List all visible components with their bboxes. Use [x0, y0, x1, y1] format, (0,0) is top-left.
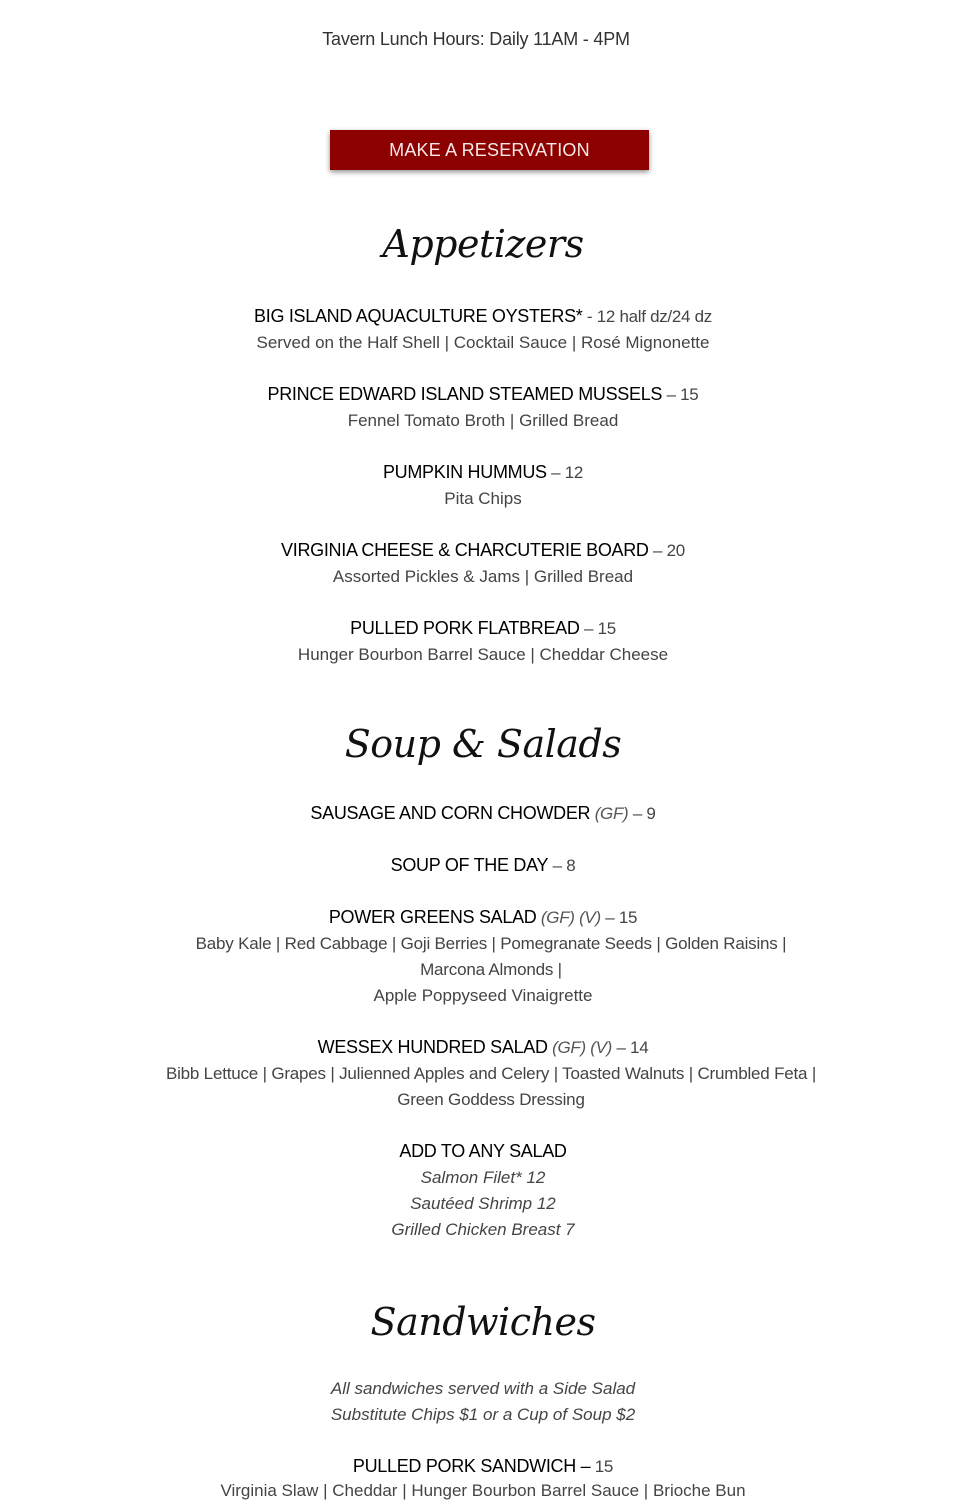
item-description: Assorted Pickles & Jams | Grilled Bread	[332, 567, 634, 586]
menu-item	[0, 540, 966, 561]
menu-item	[0, 1456, 966, 1477]
menu-item	[0, 384, 966, 405]
add-on-option: Grilled Chicken Breast 7	[391, 1220, 575, 1239]
item-price: – 12	[546, 463, 584, 482]
add-on-option: Sautéed Shrimp 12	[410, 1194, 556, 1213]
add-on-option: Salmon Filet* 12	[420, 1168, 546, 1187]
item-description: Fennel Tomato Broth | Grilled Bread	[347, 411, 619, 430]
item-description: Hunger Bourbon Barrel Sauce | Cheddar Cheese	[297, 645, 669, 664]
menu-item	[0, 803, 966, 824]
item-price: – 9	[628, 804, 656, 823]
item-description: Baby Kale | Red Cabbage | Goji Berries | Pomegranate Seeds | Golden Raisins | Marcona Almonds |	[195, 934, 787, 979]
item-name: VIRGINIA CHEESE & CHARCUTERIE BOARD	[281, 540, 649, 560]
sandwich-note: Substitute Chips $1 or a Cup of Soup $2	[330, 1405, 636, 1424]
item-name: WESSEX HUNDRED SALAD	[317, 1037, 548, 1057]
item-tags: (GF) (V)	[547, 1038, 613, 1057]
item-description: Pita Chips	[444, 489, 522, 508]
item-description: Served on the Half Shell | Cocktail Sauce | Rosé Mignonette	[256, 333, 710, 352]
item-price: – 15	[662, 385, 699, 404]
section-title-soup-salads: Soup & Salads	[344, 722, 622, 766]
item-price: – 15	[600, 908, 638, 927]
item-name: SOUP OF THE DAY	[390, 855, 549, 875]
menu-item	[0, 618, 966, 639]
menu-item	[0, 855, 966, 876]
item-name: POWER GREENS SALAD	[328, 907, 537, 927]
item-name: PULLED PORK FLATBREAD	[350, 618, 580, 638]
item-description: Bibb Lettuce | Grapes | Julienned Apples and Celery | Toasted Walnuts | Crumbled Feta | Green Goddess Dressing	[165, 1064, 817, 1109]
add-to-salad-heading	[0, 1141, 966, 1162]
item-name: SAUSAGE AND CORN CHOWDER	[310, 803, 591, 823]
sandwich-note: All sandwiches served with a Side Salad	[330, 1379, 636, 1398]
item-price: – 8	[548, 856, 576, 875]
menu-item	[0, 462, 966, 483]
section-title-appetizers: Appetizers	[382, 222, 584, 266]
menu-item	[0, 1037, 966, 1058]
item-name: PULLED PORK SANDWICH –	[352, 1456, 591, 1476]
item-tags: (GF) (V)	[536, 908, 601, 927]
section-title-sandwiches: Sandwiches	[370, 1300, 596, 1344]
menu-item	[0, 907, 966, 928]
menu-item	[0, 306, 966, 327]
item-price: – 14	[612, 1038, 649, 1057]
item-name: BIG ISLAND AQUACULTURE OYSTERS*	[254, 306, 583, 326]
lunch-hours: Tavern Lunch Hours: Daily 11AM - 4PM	[322, 29, 630, 49]
item-name: PRINCE EDWARD ISLAND STEAMED MUSSELS	[267, 384, 663, 404]
item-name: PUMPKIN HUMMUS	[382, 462, 547, 482]
item-description: Virginia Slaw | Cheddar | Hunger Bourbon Barrel Sauce | Brioche Bun	[220, 1481, 746, 1500]
add-to-salad-label: ADD TO ANY SALAD	[399, 1141, 567, 1161]
item-price: 15	[590, 1457, 614, 1476]
item-price: – 15	[579, 619, 616, 638]
item-tags: (GF)	[590, 804, 629, 823]
item-description: Apple Poppyseed Vinaigrette	[373, 986, 593, 1005]
item-price: - 12 half dz/24 dz	[582, 307, 712, 326]
make-reservation-button[interactable]: MAKE A RESERVATION	[330, 130, 649, 170]
item-price: – 20	[648, 541, 685, 560]
